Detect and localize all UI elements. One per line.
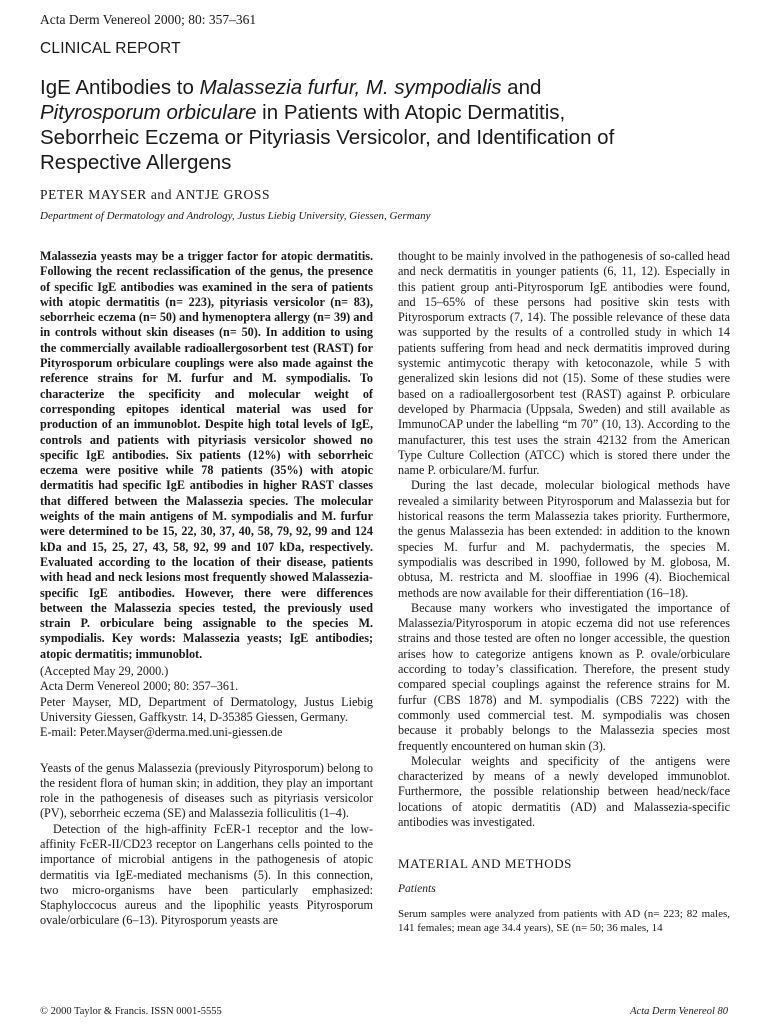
paragraph: thought to be mainly involved in the pathogenesis of so-called head and neck dermatitis in younger patients (6, 11, 12). Especially in this patient group anti-Pityrosporum IgE antibodies were found, and 15–65% of these persons had positive skin tests with Pityrosporum extracts (7, 14). The possible relevance of these data was supported by the results of a controlled study in which 14 patients suffering from head and neck dermatitis improved during systemic antimycotic therapy with ketoconazole, while 5 with generalized skin lesions did not (15). Some of these studies were based on a radioallergosorbent test (RAST) against P. orbiculare developed by Pharmacia (Uppsala, Sweden) and still available as ImmunoCAP under the labelling “m 70” (10, 13). According to the manufacturer, this test uses the strain 42132 from the American Type Culture Collection (ATCC) which is stored there under the name P. orbiculare/M. furfur. xyxy=(398,249,730,478)
abstract xyxy=(40,249,373,662)
paragraph: Because many workers who investigated the importance of Malassezia/Pityrosporum in atopic eczema did not use references strains and those tested are often no longer accessible, the question arises how to categorize antigens known as P. ovale/orbiculare according to today’s classification. Therefore, the present study compared special couplings against the reference strains for M. furfur (CBS 1878) and M. sympodialis (CBS 7222) with the commonly used commercial test. M. sympodialis was chosen because it probably belongs to the Malassezia species most frequently encountered on human skin (3). xyxy=(398,600,730,753)
copyright-footer: © 2000 Taylor & Francis. ISSN 0001-5555 xyxy=(40,1006,222,1017)
right-column xyxy=(398,249,730,935)
title-part: in Patients with Atopic Dermatitis, xyxy=(256,101,566,124)
accepted-date: (Accepted May 29, 2000.) xyxy=(40,664,169,679)
paragraph: Yeasts of the genus Malassezia (previously Pityrosporum) belong to the resident flora of human skin; in addition, they play an important role in the pathogenesis of diseases such as pityriasis versicolor (PV), seborrheic eczema (SE) and Malassezia folliculitis (1–4). xyxy=(40,760,373,821)
correspondence-address: Peter Mayser, MD, Department of Dermatology, Justus Liebig University Giessen, Gaffkystr. 14, D-35385 Giessen, Germany. xyxy=(40,694,373,724)
section-heading: MATERIAL AND METHODS xyxy=(398,856,573,872)
journal-reference: Acta Derm Venereol 2000; 80: 357–361 xyxy=(40,12,257,27)
paragraph: Molecular weights and specificity of the antigens were characterized by means of a newly developed immunoblot. Furthermore, the possible relationship between head/neck/face locations of atopic dermatitis (AD) and Malassezia-specific antibodies was investigated. xyxy=(398,753,730,829)
title-species: Malassezia furfur, M. sympodialis xyxy=(199,76,502,99)
section-label: CLINICAL REPORT xyxy=(40,40,181,57)
subsection-heading: Patients xyxy=(398,882,436,895)
email-address: E-mail: Peter.Mayser@derma.med.uni-giessen.de xyxy=(40,725,283,740)
article-title xyxy=(40,75,740,175)
journal-footer: Acta Derm Venereol 80 xyxy=(630,1006,728,1017)
citation: Acta Derm Venereol 2000; 80: 357–361. xyxy=(40,679,239,694)
paragraph: During the last decade, molecular biological methods have revealed a similarity between Pityrosporum and Malassezia but for historical reasons the term Malassezia takes priority. Furthermore, the genus Malassezia has been extended: in addition to the known species M. furfur and M. pachydermatis, the species M. sympodialis was described in 1990, followed by M. globosa, M. obtusa, M. restricta and M. slooffiae in 1996 (4). Biochemical methods are now available for their differentiation (16–18). xyxy=(398,478,730,600)
abstract-text: Malassezia yeasts may be a trigger factor for atopic dermatitis. Following the recent reclassification of the genus, the presence of specific IgE antibodies was examined in the sera of patients with atopic dermatitis (n= 223), pityriasis versicolor (n= 83), seborrheic eczema (n= 50) and hymenoptera allergy (n= 39) and in controls without skin diseases (n= 50). In addition to using the commercially available radioallergosorbent test (RAST) for Pityrosporum orbiculare couplings were also made against the reference strains for M. furfur and M. sympodialis. To characterize the specificity and molecular weight of corresponding epitopes identical material was used for production of an immunoblot. Despite high total levels of IgE, controls and patients with pityriasis versicolor showed no specific IgE antibodies. Six patients (12%) with seborrheic eczema were positive while 78 patients (35%) with atopic dermatitis had specific IgE antibodies in higher RAST classes that differed between the Malassezia species. The molecular weights of the main antigens of M. sympodialis and M. furfur were determined to be 15, 22, 30, 37, 40, 58, 79, 92, 99 and 124 kDa and 15, 25, 27, 43, 58, 92, 99 and 107 kDa, respectively. Evaluated according to the location of their disease, patients with head and neck lesions most frequently showed Malassezia-specific IgE antibodies. However, there were differences between the Malassezia species tested, the previously used strain P. orbiculare being assignable to the species M. sympodialis. Key words: Malassezia yeasts; IgE antibodies; atopic dermatitis; immunoblot. xyxy=(40,249,373,661)
title-part: Respective Allergens xyxy=(40,151,232,174)
article-meta xyxy=(40,664,373,740)
title-part: and xyxy=(501,76,542,99)
left-column xyxy=(40,249,373,929)
title-part: Seborrheic Eczema or Pityriasis Versicolor, and Identification of xyxy=(40,126,615,149)
title-species: Pityrosporum orbiculare xyxy=(40,101,257,124)
intro-right xyxy=(398,249,730,830)
author-list: PETER MAYSER and ANTJE GROSS xyxy=(40,187,271,202)
intro-left xyxy=(40,761,373,929)
paragraph: Detection of the high-affinity FcER-1 receptor and the low-affinity FcER-II/CD23 receptor on Langerhans cells pointed to the importance of microbial antigens in the pathogenesis of atopic dermatitis via IgE-mediated mechanisms (5). In this connection, two micro-organisms have been particularly emphasized: Staphyloccocus aureus and the lipophilic yeasts Pityrosporum ovale/orbiculare (6–13). Pityrosporum yeasts are xyxy=(40,821,373,928)
methods-text: Serum samples were analyzed from patients with AD (n= 223; 82 males, 141 females; mean age 34.4 years), SE (n= 50; 36 males, 14 xyxy=(398,907,730,934)
affiliation: Department of Dermatology and Andrology, Justus Liebig University, Giessen, Germany xyxy=(40,210,431,222)
title-part: IgE Antibodies to xyxy=(40,76,200,99)
